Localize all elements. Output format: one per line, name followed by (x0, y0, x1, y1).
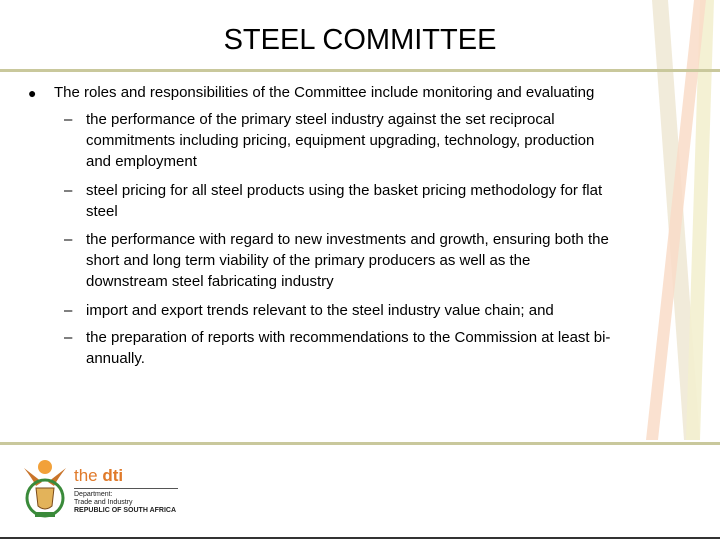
brand-name (74, 466, 123, 486)
sub-item-line: downstream steel fabricating industry (86, 273, 334, 290)
sub-item-line: and employment (86, 153, 197, 170)
sub-item-line: annually. (86, 350, 145, 367)
sub-item-line: import and export trends relevant to the steel industry value chain; and (86, 302, 554, 319)
dash-bullet-icon: – (64, 231, 73, 248)
footer-line (0, 537, 720, 539)
sub-item-line: steel pricing for all steel products using the basket pricing methodology for flat (86, 182, 603, 199)
sub-item-line: steel (86, 203, 118, 220)
sub-item-line: the performance of the primary steel industry against the set reciprocal (86, 111, 555, 128)
dash-bullet-icon: – (64, 329, 73, 346)
logo-country: REPUBLIC OF SOUTH AFRICA (74, 507, 177, 514)
main-bullet-text: The roles and responsibilities of the Committee include monitoring and evaluating (54, 84, 595, 101)
logo-ministry: Trade and Industry (74, 499, 133, 506)
logo-department: Department: (74, 491, 113, 498)
brand-prefix: the (74, 466, 98, 485)
slide-title: STEEL COMMITTEE (223, 24, 497, 56)
top-divider (0, 69, 720, 72)
sub-item-line: the performance with regard to new investments and growth, ensuring both the (86, 231, 609, 248)
sub-item-line: commitments including pricing, equipment upgrading, technology, production (86, 132, 595, 149)
sub-item-line: the preparation of reports with recommendations to the Commission at least bi- (86, 329, 611, 346)
dash-bullet-icon: – (64, 111, 73, 128)
coat-of-arms-logo (22, 458, 68, 520)
dash-bullet-icon: – (64, 182, 73, 199)
bullet-icon: ● (28, 85, 37, 101)
bottom-divider (0, 442, 720, 445)
logo-divider (74, 488, 178, 489)
brand-name-bold: dti (102, 466, 124, 485)
sub-item-line: short and long term viability of the primary producers as well as the (86, 252, 531, 269)
dash-bullet-icon: – (64, 302, 73, 319)
